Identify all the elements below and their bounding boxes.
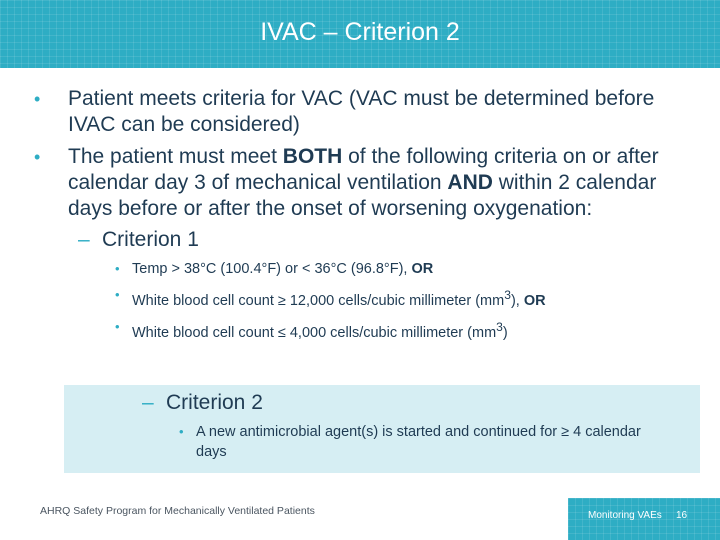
footer-program-name: AHRQ Safety Program for Mechanically Ventilated Patients [40,505,315,517]
criterion1-heading [0,227,720,253]
bullet-dot: • [115,287,120,302]
criterion1-item-2 [0,285,720,311]
criterion2-highlight-box [64,385,700,473]
criterion1-item-2-text: White blood cell count ≥ 12,000 cells/cubic millimeter (mm [132,292,505,309]
bullet-dot: • [179,424,184,439]
bullet-dot: • [34,89,41,109]
criterion1-item-1-text: Temp > 38°C (100.4°F) or < 36°C (96.8°F), [132,261,412,277]
bullet-1 [0,86,720,138]
criterion2-item [64,422,700,462]
criterion1-item-3-text: White blood cell count ≤ 4,000 cells/cubic millimeter (mm [132,324,497,341]
slide-title: IVAC – Criterion 2 [260,18,460,46]
title-bar [0,0,720,68]
bullet-dot: • [115,318,120,334]
dash-marker: – [142,391,154,414]
criterion2-item-text: A new antimicrobial agent(s) is started and continued for ≥ 4 calendar days [196,424,641,460]
bullet-2-part-1: The patient must meet [68,145,283,168]
page-number: 16 [676,510,688,521]
criterion1-item-3 [0,317,720,343]
bullet-2-part-3: of the following criteria on or after calendar day 3 of mechanical ventilation [68,145,659,194]
slide-body [0,86,720,343]
criterion2-heading [64,390,700,416]
criterion1-label: Criterion 1 [102,228,199,251]
bullet-2 [0,144,720,222]
criterion1-item-2-sup: 3 [504,288,511,302]
bullet-2-emphasis-both: BOTH [282,145,343,168]
criterion1-item-2-after: ), [510,292,524,309]
footer-badge [568,498,720,540]
criterion1-item-3-sup: 3 [496,319,503,334]
bullet-dot: • [34,147,41,167]
bullet-2-emphasis-and: AND [447,171,493,194]
bullet-dot: • [115,261,120,276]
criterion2-label: Criterion 2 [166,391,263,414]
bullet-1-text: Patient meets criteria for VAC (VAC must be determined before IVAC can be considered) [68,87,655,136]
bullet-2-part-5: within 2 calendar days before or after the onset of worsening oxygenation: [68,171,657,220]
criterion1-item-1-or: OR [411,261,434,277]
footer-section-label: Monitoring VAEs [588,510,662,521]
criterion1-item-3-after: ) [502,324,508,341]
criterion1-item-2-or: OR [523,292,546,309]
criterion1-item-1 [0,259,720,279]
dash-marker: – [78,228,90,251]
